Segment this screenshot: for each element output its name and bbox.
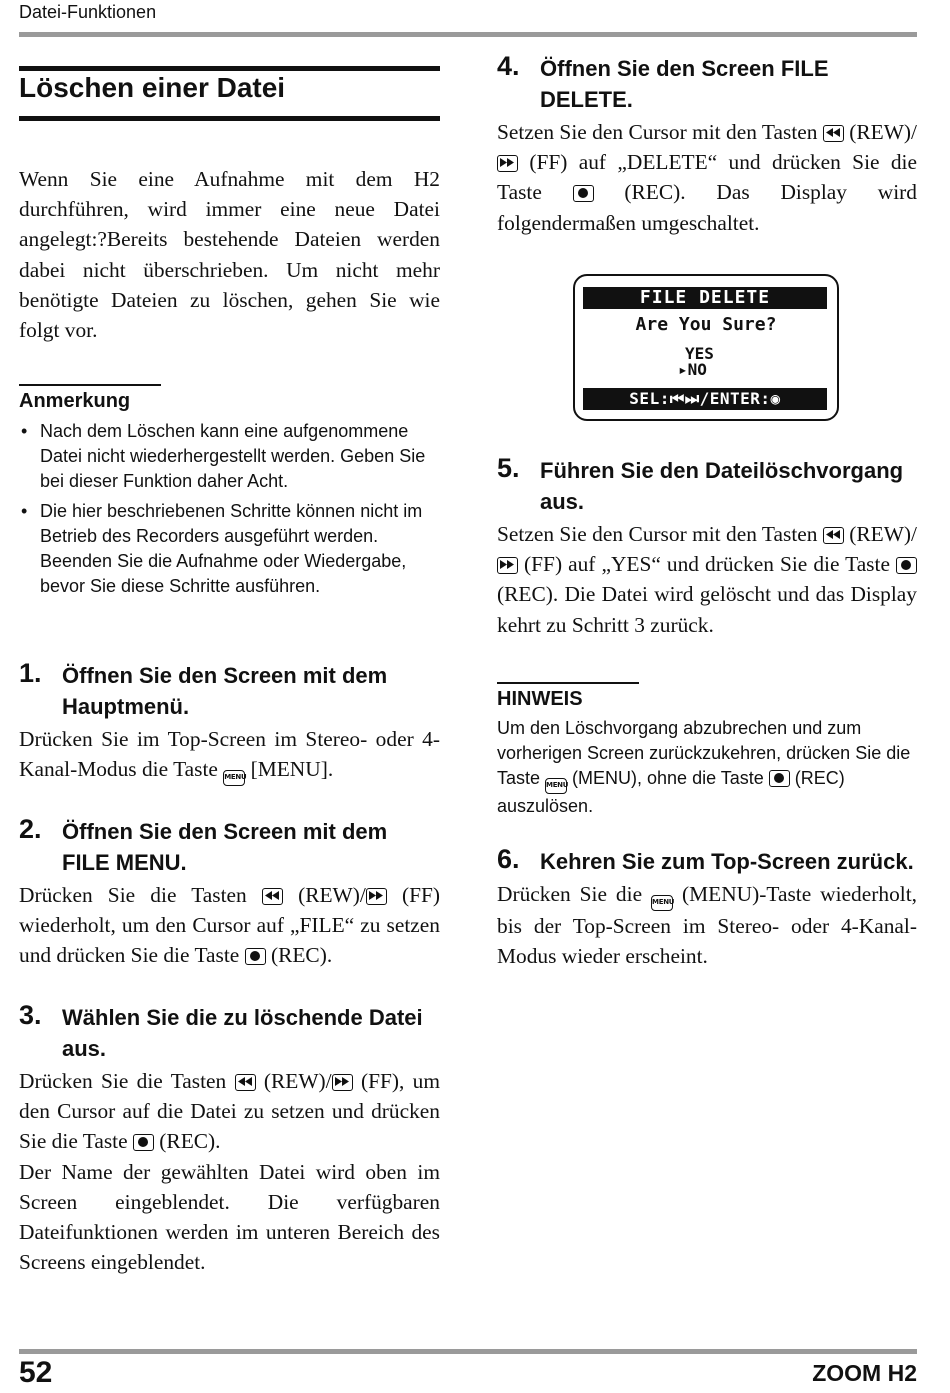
step-text: (REC). xyxy=(265,943,333,968)
step-4 xyxy=(497,53,917,238)
step-body-extra: Der Name der gewählten Datei wird oben im Screen eingeblendet. Die verfügbaren Dateifunktionen werden im unteren Bereich des Screens eingeblendet. xyxy=(19,1159,440,1275)
record-key-icon xyxy=(133,1134,154,1151)
menu-key-icon xyxy=(223,770,245,786)
step-body xyxy=(19,1066,440,1157)
step-1 xyxy=(19,660,440,786)
step-heading xyxy=(19,660,440,722)
lcd-display xyxy=(573,274,839,421)
step-number: 5. xyxy=(497,453,520,483)
step-number: 1. xyxy=(19,658,42,688)
step-number: 2. xyxy=(19,814,42,844)
step-body xyxy=(497,879,917,971)
step-text: Drücken Sie im Top-Screen im Stereo- oder 4-Kanal-Modus die Taste xyxy=(19,727,440,782)
hint-box xyxy=(497,682,917,820)
hint-rule xyxy=(497,682,639,684)
step-body xyxy=(497,117,917,238)
menu-key-icon xyxy=(651,895,673,911)
footer-brand: ZOOM H2 xyxy=(812,1360,917,1386)
rewind-key-icon xyxy=(262,888,283,905)
step-title: Öffnen Sie den Screen mit dem Hauptmenü. xyxy=(62,663,388,719)
record-key-icon xyxy=(573,185,594,202)
lcd-footer: SEL:⏮⏭/ENTER:◉ xyxy=(583,388,827,410)
record-key-icon xyxy=(245,948,266,965)
step-heading xyxy=(497,455,917,517)
hint-title: HINWEIS xyxy=(497,688,583,710)
fast-forward-key-icon xyxy=(497,557,518,574)
rewind-key-icon xyxy=(235,1074,256,1091)
lcd-option-no: ▸NO xyxy=(678,360,707,379)
step-title: Führen Sie den Dateilöschvorgang aus. xyxy=(540,458,904,514)
step-text: Setzen Sie den Cursor mit den Tasten xyxy=(497,120,823,144)
fast-forward-key-icon xyxy=(332,1074,353,1091)
footer-rule xyxy=(19,1349,917,1354)
section-title: Löschen einer Datei xyxy=(19,72,286,103)
note-title: Anmerkung xyxy=(19,390,131,412)
step-text: Drücken Sie die xyxy=(497,882,652,906)
step-number: 6. xyxy=(497,844,520,874)
step-title: Öffnen Sie den Screen FILE DELETE. xyxy=(540,56,829,112)
record-key-icon xyxy=(896,557,917,574)
step-6 xyxy=(497,846,917,971)
step-text: Setzen Sie den Cursor mit den Tasten xyxy=(497,522,823,546)
step-text: (FF) auf „DELETE“ und drücken Sie die Taste xyxy=(497,150,917,205)
step-body xyxy=(19,880,440,971)
fast-forward-key-icon xyxy=(366,888,387,905)
lcd-title: FILE DELETE xyxy=(583,287,827,309)
step-text: (REC). Die Datei wird gelöscht und das Display kehrt zu Schritt 3 zurück. xyxy=(497,582,917,637)
page-number: 52 xyxy=(19,1356,53,1389)
hint-text-part: (MENU), ohne die Taste xyxy=(567,768,769,789)
note-item: • Nach dem Löschen kann eine aufgenommene Datei nicht wiederhergestellt werden. Geben Sie bei dieser Funktion daher Acht. xyxy=(19,419,440,495)
hint-text-part: Um den Löschvorgang abzubrechen und zum vorherigen Screen zurückzukehren, drücken Sie die Taste xyxy=(497,718,911,789)
step-text: (REC). xyxy=(153,1129,221,1154)
step-number: 3. xyxy=(19,1000,42,1030)
step-text: Drücken Sie die Tasten xyxy=(19,883,262,907)
running-header: Datei-Funktionen xyxy=(19,2,157,22)
section-rule-bottom xyxy=(19,116,440,121)
lcd-question: Are You Sure? xyxy=(635,314,777,335)
step-heading xyxy=(497,53,917,115)
step-heading xyxy=(19,1002,440,1064)
step-number: 4. xyxy=(497,51,520,81)
header-rule xyxy=(19,32,917,37)
step-text: (FF), um den Cursor auf die Datei zu setzen und drücken Sie die Taste xyxy=(19,1069,441,1154)
step-text: (MENU)-Taste wiederholt, bis der Top-Screen im Stereo- oder 4-Kanal-Modus wieder erscheint. xyxy=(497,882,917,969)
step-title: Wählen Sie die zu löschende Datei aus. xyxy=(62,1005,423,1061)
step-3 xyxy=(19,1002,440,1277)
step-text: (REW)/ xyxy=(255,1069,332,1093)
note-item: • Die hier beschriebenen Schritte können nicht im Betrieb des Recorders ausgeführt werden. Beenden Sie die Aufnahme oder Wiedergabe, bevor Sie diese Schritte ausführen. xyxy=(19,499,440,600)
step-title: Öffnen Sie den Screen mit dem FILE MENU. xyxy=(62,819,388,875)
note-rule xyxy=(19,384,161,386)
step-title: Kehren Sie zum Top-Screen zurück. xyxy=(540,849,914,874)
step-text: Drücken Sie die Tasten xyxy=(19,1069,235,1093)
hint-text-part: (REC) auszulösen. xyxy=(497,768,845,817)
lcd-option-yes: YES xyxy=(685,344,714,363)
step-body xyxy=(19,724,440,786)
section-rule-top xyxy=(19,66,440,71)
step-text: (REW)/ xyxy=(843,522,917,546)
hint-text xyxy=(497,716,917,820)
step-body xyxy=(497,519,917,640)
step-text: [MENU]. xyxy=(245,757,334,782)
record-key-icon xyxy=(769,770,790,787)
step-text: (REW)/ xyxy=(282,883,366,907)
step-text: (FF) wiederholt, um den Cursor auf „FILE“ zu setzen und drücken Sie die Taste xyxy=(19,883,441,968)
fast-forward-key-icon xyxy=(497,155,518,172)
note-list xyxy=(19,419,440,599)
step-heading xyxy=(19,816,440,878)
step-text: (REW)/ xyxy=(843,120,917,144)
menu-key-icon xyxy=(545,778,567,794)
step-heading xyxy=(497,846,917,877)
rewind-key-icon xyxy=(823,527,844,544)
step-2 xyxy=(19,816,440,971)
rewind-key-icon xyxy=(823,125,844,142)
step-text: (REC). Das Display wird folgendermaßen umgeschaltet. xyxy=(497,180,917,235)
step-5 xyxy=(497,455,917,640)
intro-paragraph: Wenn Sie eine Aufnahme mit dem H2 durchführen, wird immer eine neue Datei angelegt:?Bereits bestehende Dateien werden dabei nicht überschrieben. Um nicht mehr benötigte Dateien zu löschen, gehen Sie wie folgt vor. xyxy=(19,167,440,343)
note-box xyxy=(19,384,440,603)
step-text: (FF) auf „YES“ und drücken Sie die Taste xyxy=(518,552,896,577)
